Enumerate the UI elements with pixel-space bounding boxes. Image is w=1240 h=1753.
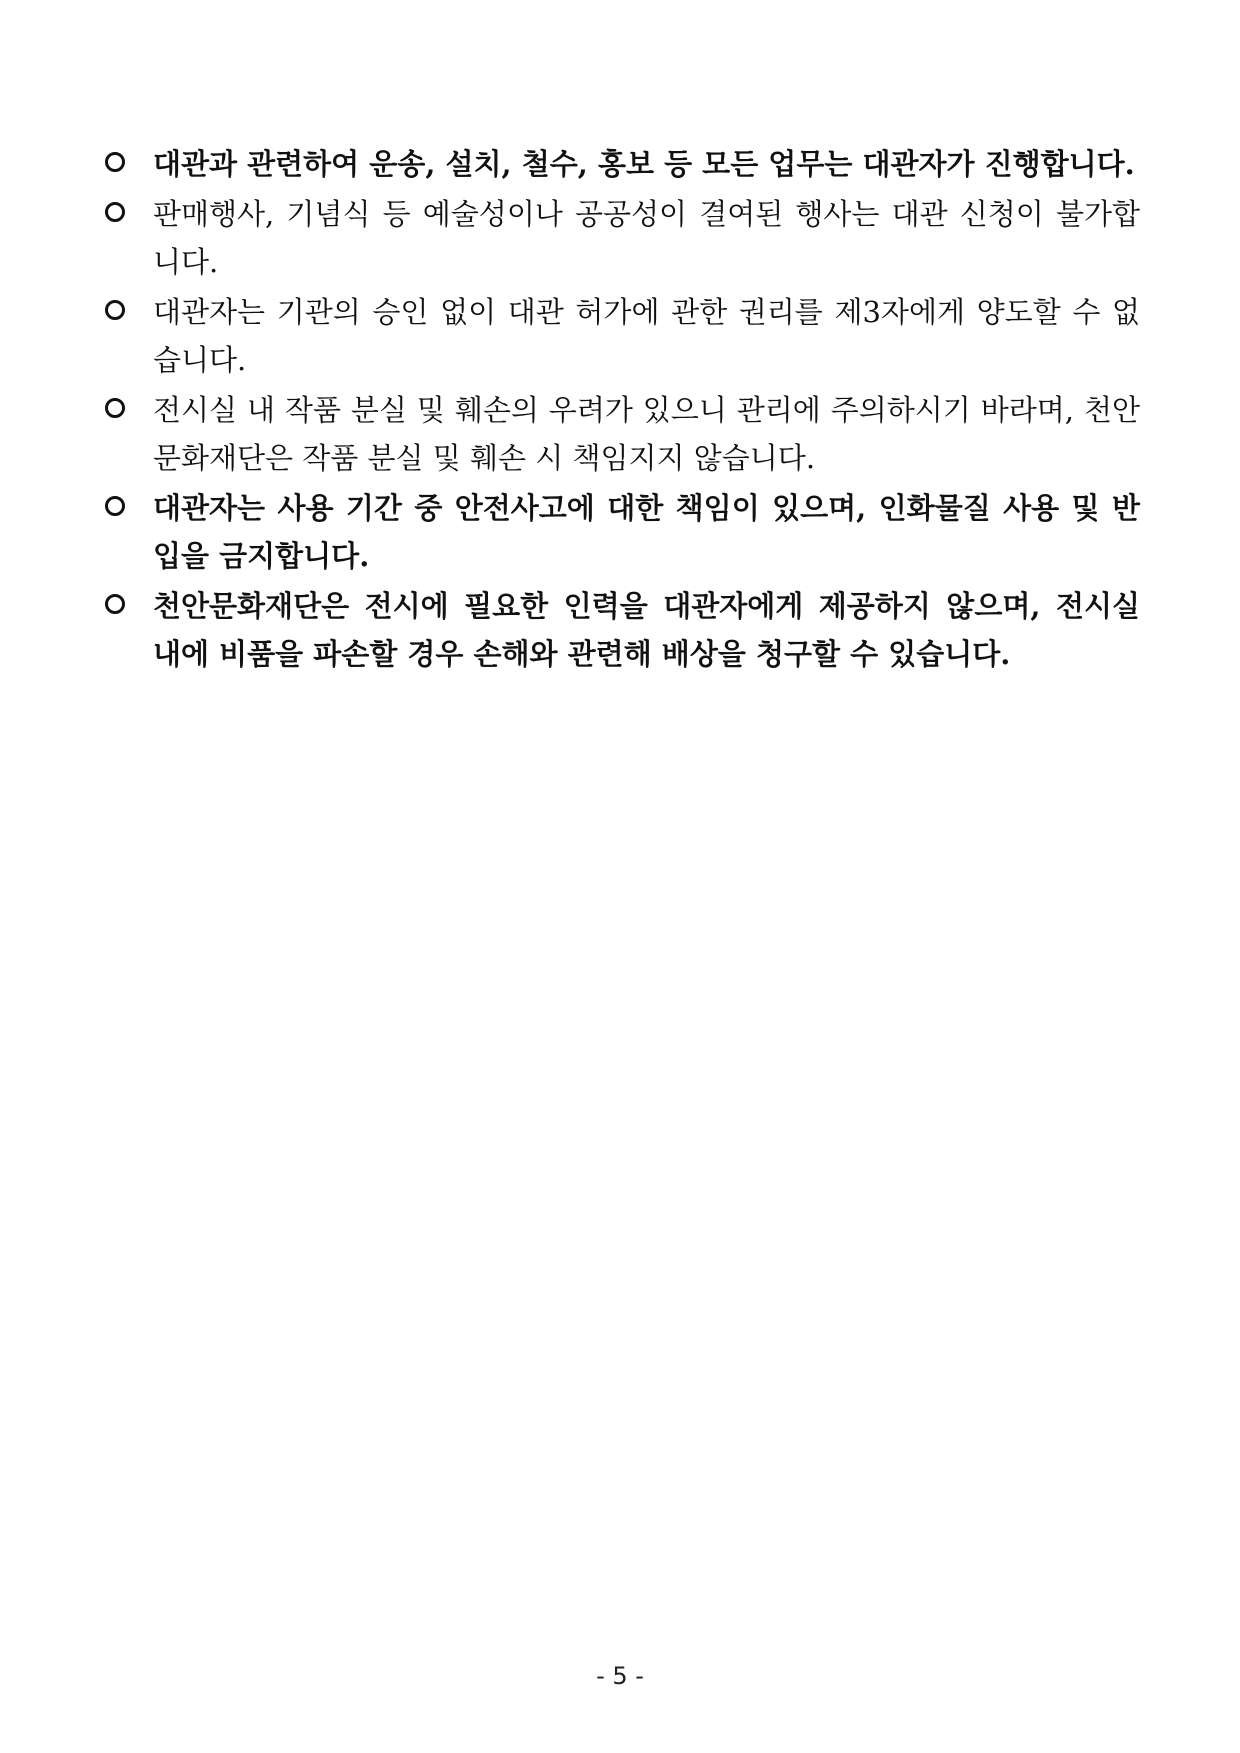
list-item: [105, 386, 1140, 482]
list-item: [105, 484, 1140, 580]
list-item-text: 대관과 관련하여 운송, 설치, 철수, 홍보 등 모든 업무는 대관자가 진행합니다.: [153, 147, 1135, 181]
circle-bullet-icon: [105, 594, 125, 614]
circle-bullet-icon: [105, 202, 125, 222]
circle-bullet-icon: [105, 152, 125, 172]
circle-bullet-icon: [105, 300, 125, 320]
page-number: - 5 -: [596, 1662, 644, 1690]
list-item-text: 대관자는 사용 기간 중 안전사고에 대한 책임이 있으며, 인화물질 사용 및 반입을 금지합니다.: [153, 491, 1140, 573]
circle-bullet-icon: [105, 496, 125, 516]
list-item: [105, 190, 1140, 286]
notice-list: [105, 140, 1140, 680]
list-item-text: 판매행사, 기념식 등 예술성이나 공공성이 결여된 행사는 대관 신청이 불가합니다.: [153, 197, 1140, 279]
list-item: [105, 582, 1140, 678]
list-item-text: 전시실 내 작품 분실 및 훼손의 우려가 있으니 관리에 주의하시기 바라며, 천안문화재단은 작품 분실 및 훼손 시 책임지지 않습니다.: [153, 393, 1140, 475]
list-item-text: 대관자는 기관의 승인 없이 대관 허가에 관한 권리를 제3자에게 양도할 수 없습니다.: [153, 295, 1140, 377]
list-item: [105, 288, 1140, 384]
list-item: [105, 140, 1140, 188]
circle-bullet-icon: [105, 398, 125, 418]
list-item-text: 천안문화재단은 전시에 필요한 인력을 대관자에게 제공하지 않으며, 전시실 내에 비품을 파손할 경우 손해와 관련해 배상을 청구할 수 있습니다.: [153, 589, 1140, 671]
